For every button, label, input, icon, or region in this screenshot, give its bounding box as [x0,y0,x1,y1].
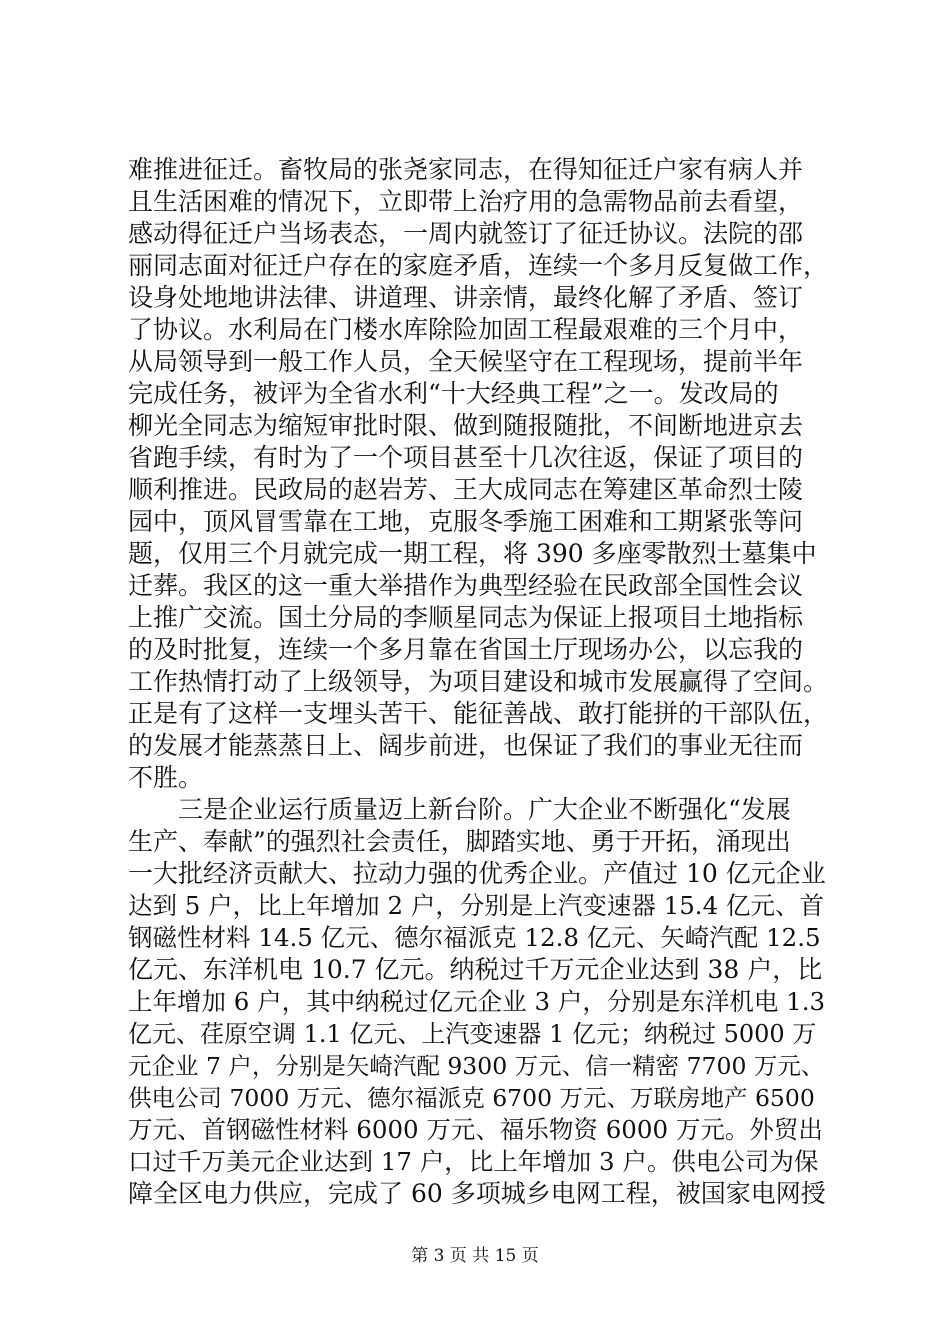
text-line: 且生活困难的情况下，立即带上治疗用的急需物品前去看望， [128,187,804,216]
text-line: 迁葬。我区的这一重大举措作为典型经验在民政部全国性会议 [128,571,804,600]
text-line: 了协议。水利局在门楼水库除险加固工程最艰难的三个月中， [128,315,804,344]
text-line: 感动得征迁户当场表态，一周内就签订了征迁协议。法院的邵 [128,219,804,248]
body-text [128,154,828,1210]
text-line: 钢磁性材料 14.5 亿元、德尔福派克 12.8 亿元、矢崎汽配 12.5 [128,923,821,952]
text-line: 三是企业运行质量迈上新台阶。广大企业不断强化“发展 [178,795,791,824]
text-line: 元企业 7 户，分别是矢崎汽配 9300 万元、信一精密 7700 万元、 [128,1052,825,1080]
text-line: 一大批经济贡献大、拉动力强的优秀企业。产值过 10 亿元企业 [128,859,826,888]
text-line: 生产、奉献”的强烈社会责任，脚踏实地、勇于开拓，涌现出 [128,827,791,856]
text-line: 柳光全同志为缩短审批时限、做到随报随批，不间断地进京去 [128,411,804,440]
text-line: 障全区电力供应，完成了 60 多项城乡电网工程，被国家电网授 [128,1179,826,1208]
text-line: 完成任务，被评为全省水利“十大经典工程”之一。发改局的 [128,379,779,408]
text-line: 工作热情打动了上级领导，为项目建设和城市发展赢得了空间。 [128,667,829,696]
text-line: 的发展才能蒸蒸日上、阔步前进，也保证了我们的事业无往而 [128,731,804,760]
text-line: 正是有了这样一支埋头苦干、能征善战、敢打能拼的干部队伍， [128,699,829,728]
text-line: 设身处地地讲法律、讲道理、讲亲情，最终化解了矛盾、签订 [128,283,804,312]
text-line: 达到 5 户，比上年增加 2 户，分别是上汽变速器 15.4 亿元、首 [128,891,824,920]
text-line: 万元、首钢磁性材料 6000 万元、福乐物资 6000 万元。外贸出 [128,1115,823,1144]
text-line: 供电公司 7000 万元、德尔福派克 6700 万元、万联房地产 6500 [128,1084,815,1112]
page-footer: 第 3 页 共 15 页 [411,1246,539,1266]
text-line: 不胜。 [128,763,204,792]
text-line: 亿元、东洋机电 10.7 亿元。纳税过千万元企业达到 38 户，比 [128,955,823,984]
text-line: 从局领导到一般工作人员，全天候坚守在工程现场，提前半年 [128,347,804,376]
text-line: 口过千万美元企业达到 17 户，比上年增加 3 户。供电公司为保 [128,1147,819,1176]
text-line: 顺利推进。民政局的赵岩芳、王大成同志在筹建区革命烈士陵 [128,475,804,504]
text-line: 题，仅用三个月就完成一期工程，将 390 多座零散烈士墓集中 [128,539,817,568]
text-line: 丽同志面对征迁户存在的家庭矛盾，连续一个多月反复做工作， [128,251,829,280]
text-line: 的及时批复，连续一个多月靠在省国土厅现场办公，以忘我的 [128,635,804,664]
text-line: 上推广交流。国土分局的李顺星同志为保证上报项目土地指标 [128,603,804,632]
text-line: 园中，顶风冒雪靠在工地，克服冬季施工困难和工期紧张等问 [128,507,804,536]
text-line: 上年增加 6 户，其中纳税过亿元企业 3 户，分别是东洋机电 1.3 [128,987,826,1016]
text-line: 难推进征迁。畜牧局的张尧家同志，在得知征迁户家有病人并 [128,155,804,184]
text-line: 省跑手续，有时为了一个项目甚至十几次往返，保证了项目的 [128,443,804,472]
text-line: 亿元、荏原空调 1.1 亿元、上汽变速器 1 亿元；纳税过 5000 万 [128,1020,817,1048]
